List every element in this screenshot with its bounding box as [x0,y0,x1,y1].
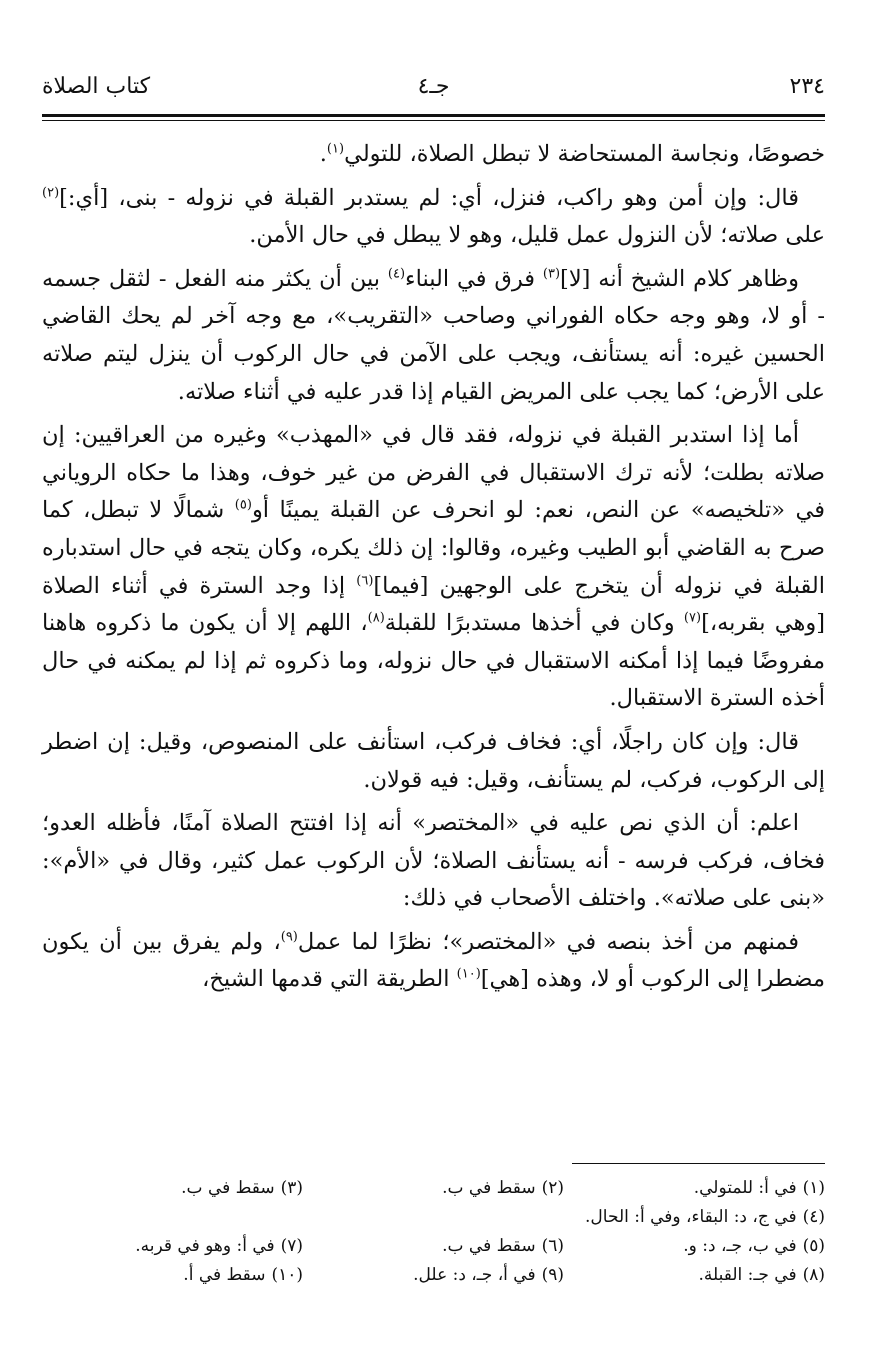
footnote-ref: (٤) [387,266,406,282]
book-title: كتاب الصلاة [42,74,151,99]
footnote [42,1232,303,1261]
page-number: ٢٣٤ [789,74,825,99]
footnote-text: سقط في ب. [442,1236,536,1256]
footnote-mark: (١٠) [271,1265,304,1285]
footnote-text: في أ: وهو في قربه. [135,1236,275,1256]
footnote-row [42,1174,825,1203]
footnote [564,1261,825,1290]
footnote [42,1174,303,1203]
footnote-text: سقط في ب. [442,1178,536,1198]
main-text [42,136,825,1005]
paragraph: فمنهم من أخذ بنصه في «المختصر»؛ نظرًا لما عمل$^{(٩)}$، ولم يفرق بين أن يكون مضطرا إلى الركوب أو لا، وهذه [هي]$^{(١٠)}$ الطريقة التي قدمها الشيخ، [42,928,825,993]
footnote-ref: (٦) [356,573,374,589]
footnote-ref: (١) [326,141,345,157]
volume-label: جـ٤ [417,74,450,99]
footnote-mark: (٥) [802,1236,825,1256]
header-rule-thin [42,120,825,121]
paragraph: خصوصًا، ونجاسة المستحاضة لا تبطل الصلاة، للتولي$^{(١)}$. [319,141,825,167]
footnote-ref: (٧) [683,610,702,626]
page-header [42,74,825,110]
paragraph: وظاهر كلام الشيخ أنه [لا]$^{(٣)}$ فرق في البناء$^{(٤)}$ بين أن يكثر منه الفعل - لثقل جسمه - أو لا، وهو وجه حكاه الفوراني وصاحب «التقريب»، مع وجه آخر لم يحك القاضي الحسين غيره: أنه يستأنف، ويجب على الآمن في حال الركوب أن ينزل ليتم صلاته على الأرض؛ كما يجب على المريض القيام إذا قدر عليه في أثناء صلاته. [42,265,825,405]
footnote [42,1203,825,1232]
paragraph: اعلم: أن الذي نص عليه في «المختصر» أنه إذا افتتح الصلاة آمنًا، فأظله العدو؛ فخاف، فركب فرسه - أنه يستأنف الصلاة؛ لأن الركوب عمل كثير، وقال في «الأم»: «بنى على صلاته». واختلف الأصحاب في ذلك: [42,810,825,912]
footnote-mark: (٢) [541,1178,565,1198]
footnote-ref: (١٠) [456,966,481,982]
footnote [303,1261,564,1290]
footnote [564,1174,825,1203]
footnotes [42,1174,825,1290]
paragraph: أما إذا استدبر القبلة في نزوله، فقد قال في «المهذب» وغيره من العراقيين: إن صلاته بطلت؛ لأنه ترك الاستقبال في الفرض من غير خوف، وهذا ما حكاه الروياني في «تلخيصه» عن النص، نعم: لو انحرف عن القبلة يمينًا أو$^{(٥)}$ شمالًا لا تبطل، كما صرح به القاضي أبو الطيب وغيره، وقالوا: إن ذلك يكره، وكان يتجه في حال استدباره القبلة في نزوله أن يتخرج على الوجهين [فيما]$^{(٦)}$ إذا وجد السترة في أثناء الصلاة [وهي بقربه،]$^{(٧)}$ وكان في أخذها مستدبرًا للقبلة$^{(٨)}$، اللهم إلا أن يكون ما ذكروه هاهنا مفروضًا فيما إذا أمكنه الاستقبال في حال نزوله، وما ذكروه ثم إذا لم يمكنه في حال أخذه السترة الاستقبال. [42,422,826,712]
footnote-row [42,1232,825,1261]
footnote-ref: (٩) [280,929,298,945]
header-rule-thick [42,114,825,117]
footnote [303,1232,564,1261]
footnote-mark: (٧) [280,1236,304,1256]
footnote-ref: (٨) [367,610,385,626]
paragraph: قال: وإن كان راجلًا، أي: فخاف فركب، استأنف على المنصوص، وقيل: إن اضطر إلى الركوب، فركب، لم يستأنف، وقيل: فيه قولان. [42,728,825,793]
footnote [303,1174,564,1203]
footnote-text: في ج، د: البقاء، وفي أ: الحال. [585,1207,797,1227]
footnote-mark: (١) [802,1178,825,1198]
footnote-mark: (٨) [802,1265,825,1285]
footnote-text: في أ: للمتولي. [693,1178,797,1198]
footnote-text: في ب، جـ، د: و. [683,1236,797,1256]
footnote-mark: (٤) [802,1207,825,1227]
footnote-ref: (٥) [234,497,252,513]
footnote-ref: (٢) [42,185,60,201]
footnote-row [42,1261,825,1290]
footnote-separator [572,1163,825,1164]
footnote-text: سقط في أ. [183,1265,266,1285]
footnote-row [42,1203,825,1232]
paragraph: قال: وإن أمن وهو راكب، فنزل، أي: لم يستدبر القبلة في نزوله - بنى، [أي:]$^{(٢)}$ على صلاته؛ لأن النزول عمل قليل، وهو لا يبطل في حال الأمن. [42,184,825,249]
footnote [564,1232,825,1261]
footnote-mark: (٣) [280,1178,304,1198]
footnote-text: في أ، جـ، د: علل. [413,1265,536,1285]
footnote-text: في جـ: القبلة. [698,1265,797,1285]
footnote-ref: (٣) [542,266,561,282]
footnote-mark: (٩) [541,1265,565,1285]
footnote [42,1261,303,1290]
footnote-text: سقط في ب. [181,1178,275,1198]
footnote-mark: (٦) [541,1236,565,1256]
